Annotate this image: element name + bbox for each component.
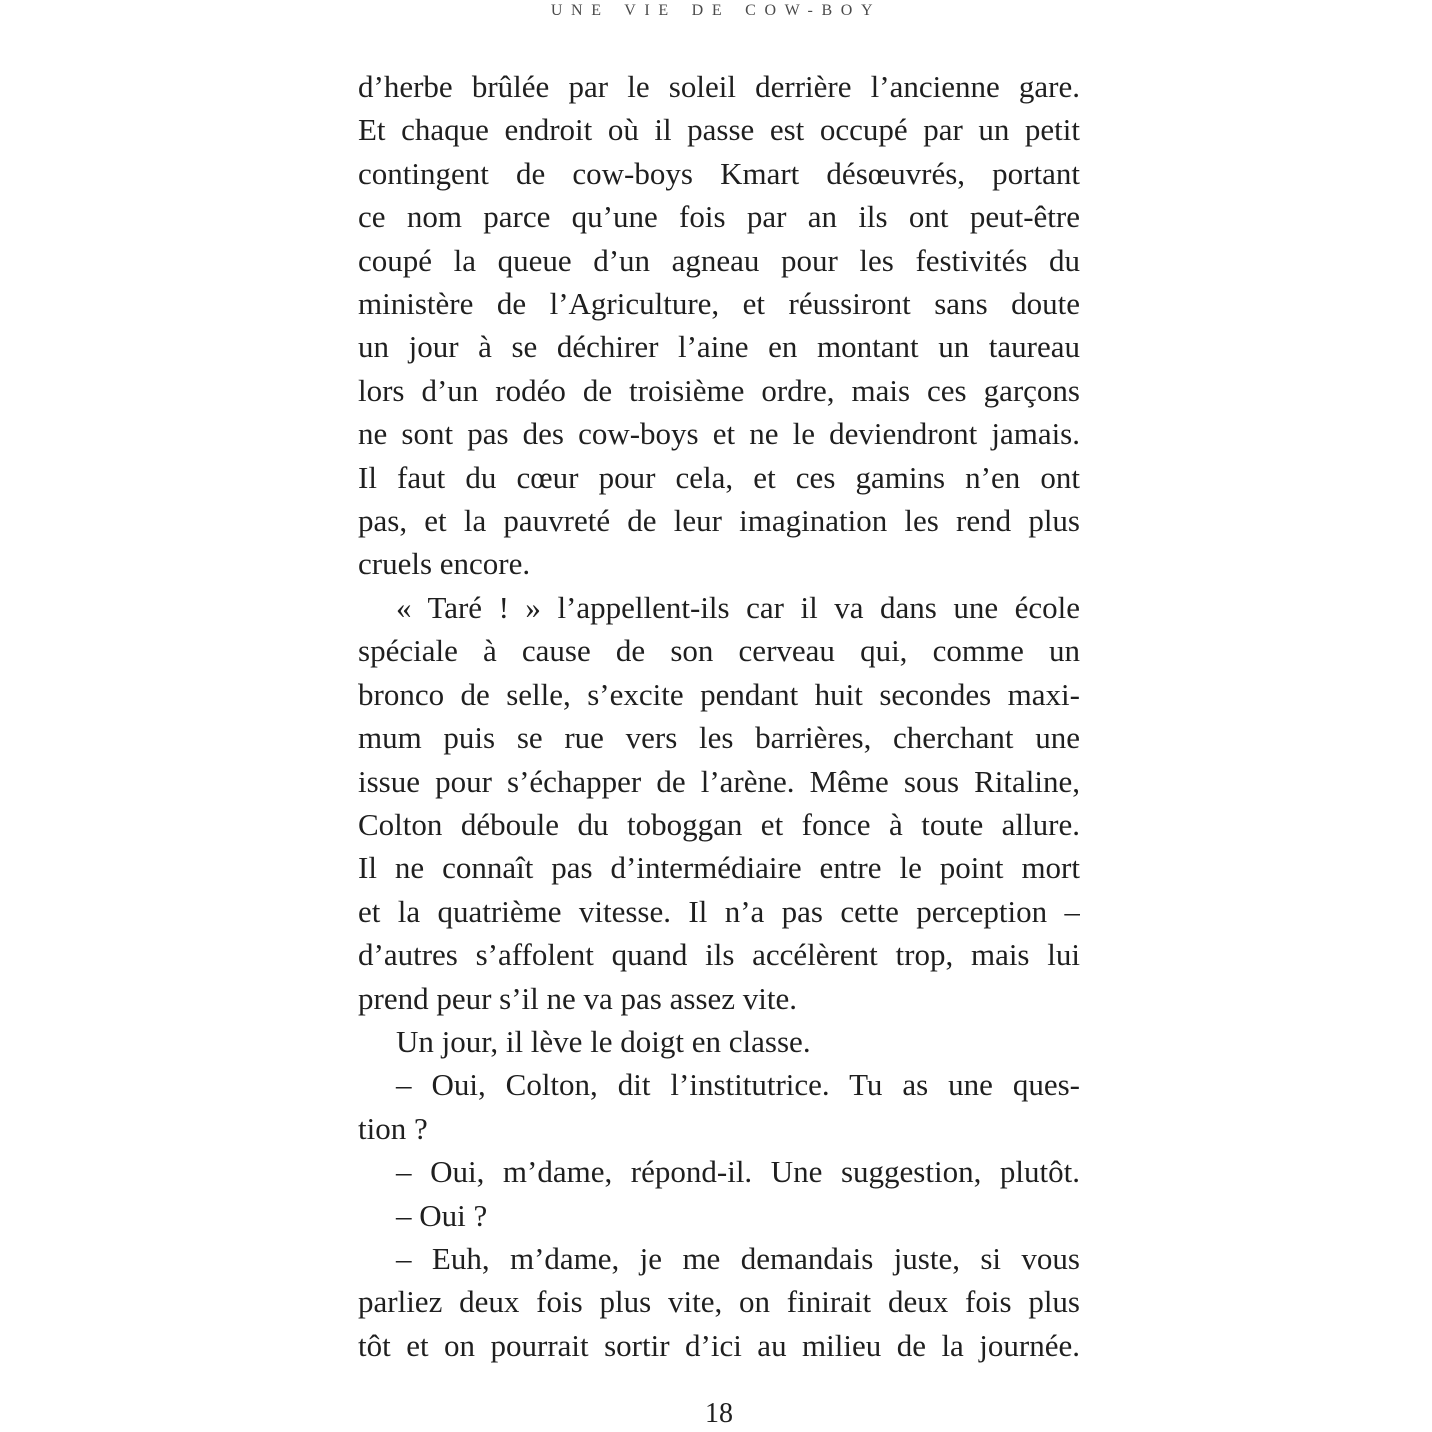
text-line: Et chaque endroit où il passe est occupé par un petit [358,112,1080,148]
text-line: contingent de cow-boys Kmart désœuvrés, portant [358,155,1080,191]
text-line: mum puis se rue vers les barrières, cherchant une [358,720,1080,756]
text-line: coupé la queue d’un agneau pour les festivités du [358,242,1080,278]
text-line: Il faut du cœur pour cela, et ces gamins n’en ont [358,459,1080,495]
text-line: ne sont pas des cow-boys et ne le deviendront jamais. [358,416,1080,452]
text-line: ministère de l’Agriculture, et réussiront sans doute [358,286,1080,322]
text-line: d’herbe brûlée par le soleil derrière l’ancienne gare. [358,69,1080,104]
text-line: d’autres s’affolent quand ils accélèrent trop, mais lui [358,937,1080,973]
running-header: UNE VIE DE COW-BOY [550,2,882,19]
text-line: tôt et on pourrait sortir d’ici au milieu de la journée. [358,1327,1080,1363]
page-body [358,65,1080,1367]
text-line: tion ? [358,1110,428,1146]
text-line: spéciale à cause de son cerveau qui, comme un [358,633,1080,669]
text-line: « Taré ! » l’appellent-ils car il va dans une école [396,589,1080,625]
text-line: – Euh, m’dame, je me demandais juste, si vous [396,1240,1080,1276]
text-line: ce nom parce qu’une fois par an ils ont peut-être [358,199,1080,235]
text-line: pas, et la pauvreté de leur imagination les rend plus [358,503,1080,539]
text-line: issue pour s’échapper de l’arène. Même sous Ritaline, [358,763,1080,799]
text-line: Il ne connaît pas d’intermédiaire entre le point mort [358,850,1080,886]
text-line: – Oui, m’dame, répond-il. Une suggestion, plutôt. [396,1154,1080,1190]
text-line: – Oui, Colton, dit l’institutrice. Tu as une ques- [396,1067,1080,1103]
text-line: prend peur s’il ne va pas assez vite. [358,980,798,1016]
text-line: un jour à se déchirer l’aine en montant un taureau [358,329,1080,365]
text-line: Un jour, il lève le doigt en classe. [396,1023,811,1059]
text-line: lors d’un rodéo de troisième ordre, mais ces garçons [358,372,1080,408]
text-line: bronco de selle, s’excite pendant huit secondes maxi- [358,676,1080,712]
text-line: et la quatrième vitesse. Il n’a pas cette perception – [358,893,1080,929]
text-line: cruels encore. [358,546,531,582]
text-line: – Oui ? [396,1197,488,1233]
text-line: parliez deux fois plus vite, on finirait deux fois plus [358,1284,1080,1320]
page-number: 18 [705,1398,733,1429]
text-line: Colton déboule du toboggan et fonce à toute allure. [358,806,1080,842]
